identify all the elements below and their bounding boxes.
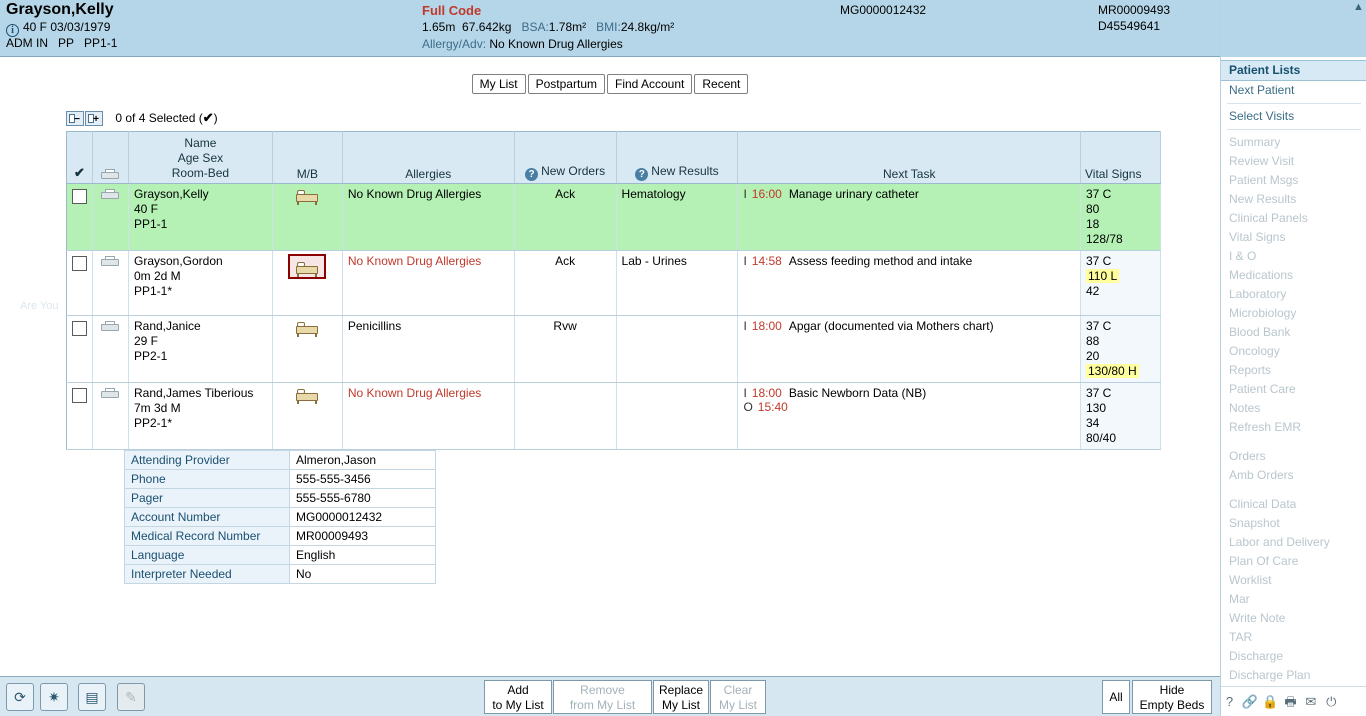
task-time: 18:00 bbox=[751, 386, 782, 400]
vital-value: 37 C bbox=[1086, 319, 1112, 333]
clear-label-line1: Clear bbox=[723, 683, 753, 697]
sidebar-item-tar[interactable]: TAR bbox=[1229, 630, 1253, 644]
patient-room-bed: PP2-1 bbox=[133, 349, 168, 363]
bottom-toolbar bbox=[0, 676, 1220, 716]
sidebar-item-plan-of-care[interactable]: Plan Of Care bbox=[1229, 554, 1299, 568]
row-name-cell bbox=[128, 251, 272, 316]
vital-value-abnormal: 110 L bbox=[1088, 269, 1118, 283]
task-text: Apgar (documented via Mothers chart) bbox=[788, 319, 994, 333]
row-allergies-cell bbox=[342, 316, 514, 383]
scroll-up-icon[interactable]: ▲ bbox=[1353, 1, 1364, 13]
sidebar-item-next-patient[interactable]: Next Patient bbox=[1229, 83, 1295, 97]
details-row bbox=[125, 451, 436, 470]
sidebar-item-notes[interactable]: Notes bbox=[1229, 401, 1261, 415]
all-beds-button[interactable]: All bbox=[1102, 680, 1130, 714]
question-icon: ? bbox=[635, 168, 648, 181]
sidebar-item-write-note[interactable]: Write Note bbox=[1229, 611, 1286, 625]
column-header-new-results[interactable]: ? New Results bbox=[616, 132, 738, 184]
add-label-line1: Add bbox=[507, 683, 529, 697]
vital-value: 37 C bbox=[1086, 187, 1112, 201]
patient-name: Grayson,Kelly bbox=[133, 187, 209, 201]
row-new-results-cell[interactable]: Lab - Urines bbox=[616, 251, 738, 316]
row-checkbox[interactable] bbox=[72, 256, 87, 271]
hide-empty-beds-button[interactable] bbox=[1132, 680, 1212, 714]
patient-demographics: i 40 F 03/03/1979 bbox=[6, 20, 110, 37]
row-vitals-cell[interactable] bbox=[1081, 316, 1161, 383]
patient-age-sex: 40 F bbox=[133, 202, 158, 216]
details-key: Phone bbox=[125, 470, 290, 489]
column-header-mb[interactable]: M/B bbox=[272, 132, 342, 184]
sidebar-item-patient-msgs[interactable]: Patient Msgs bbox=[1229, 173, 1299, 187]
details-row bbox=[125, 565, 436, 584]
printer-icon[interactable] bbox=[101, 321, 119, 333]
details-key: Account Number bbox=[125, 508, 290, 527]
task-time: 16:00 bbox=[751, 187, 782, 201]
patient-list-grid bbox=[66, 131, 1161, 450]
allergy-text: No Known Drug Allergies bbox=[347, 187, 482, 201]
tab-recent[interactable]: Recent bbox=[694, 74, 748, 94]
clipboard-icon[interactable]: ▤ bbox=[78, 683, 106, 711]
vital-value: 88 bbox=[1086, 334, 1100, 348]
row-new-orders-cell[interactable] bbox=[514, 383, 616, 450]
bed-icon[interactable] bbox=[296, 320, 318, 334]
exit-icon[interactable]: ⏻ bbox=[1326, 694, 1337, 709]
details-key: Interpreter Needed bbox=[125, 565, 290, 584]
account-number: MG0000012432 bbox=[840, 3, 927, 17]
list-tabs bbox=[0, 74, 1220, 94]
vital-value: 42 bbox=[1086, 284, 1100, 298]
details-row bbox=[125, 527, 436, 546]
vital-value: 130 bbox=[1086, 401, 1107, 415]
replace-label-line2: My List bbox=[661, 698, 700, 712]
remove-label-line1: Remove bbox=[580, 683, 625, 697]
table-row[interactable] bbox=[67, 316, 1161, 383]
vital-value: 37 C bbox=[1086, 254, 1112, 268]
right-sidebar bbox=[1220, 0, 1366, 716]
column-header-print bbox=[93, 132, 129, 184]
sidebar-item-summary[interactable]: Summary bbox=[1229, 135, 1281, 149]
row-next-task-cell[interactable] bbox=[738, 184, 1081, 251]
bed-icon[interactable] bbox=[296, 188, 318, 202]
row-new-orders-cell[interactable]: Rvw bbox=[514, 316, 616, 383]
row-select-cell[interactable] bbox=[67, 316, 93, 383]
sidebar-item-patient-lists[interactable]: Patient Lists bbox=[1221, 60, 1366, 81]
code-status: Full Code bbox=[422, 3, 482, 18]
print-icon[interactable]: 🖶 bbox=[1284, 694, 1297, 709]
sidebar-item-patient-care[interactable]: Patient Care bbox=[1229, 382, 1296, 396]
sidebar-header bbox=[1221, 0, 1366, 57]
details-value: Almeron,Jason bbox=[290, 451, 436, 470]
task-io-flag: I bbox=[743, 187, 747, 201]
task-io-flag: I bbox=[743, 254, 747, 268]
patient-name: Rand,Janice bbox=[133, 319, 201, 333]
row-mb-cell[interactable] bbox=[272, 184, 342, 251]
task-text: Assess feeding method and intake bbox=[788, 254, 973, 268]
sidebar-item-microbiology[interactable]: Microbiology bbox=[1229, 306, 1297, 320]
admission-status: ADM IN PP PP1-1 bbox=[6, 36, 118, 50]
patient-name: Grayson,Gordon bbox=[133, 254, 223, 268]
sidebar-item-discharge[interactable]: Discharge bbox=[1229, 649, 1284, 663]
sidebar-spacer bbox=[1221, 485, 1366, 495]
sidebar-item-new-results[interactable]: New Results bbox=[1229, 192, 1297, 206]
row-allergies-cell bbox=[342, 251, 514, 316]
row-select-cell[interactable] bbox=[67, 251, 93, 316]
row-allergies-cell bbox=[342, 383, 514, 450]
sidebar-item-labor-and-delivery[interactable]: Labor and Delivery bbox=[1229, 535, 1330, 549]
info-icon[interactable]: i bbox=[6, 24, 19, 37]
replace-my-list-button[interactable] bbox=[653, 680, 709, 714]
sidebar-item-refresh-emr[interactable]: Refresh EMR bbox=[1229, 420, 1302, 434]
patient-room-bed: PP2-1* bbox=[133, 416, 173, 430]
lock-icon[interactable]: 🔒 bbox=[1262, 694, 1279, 709]
allergy-text: No Known Drug Allergies bbox=[347, 386, 482, 400]
sidebar-item-medications[interactable]: Medications bbox=[1229, 268, 1294, 282]
details-key: Medical Record Number bbox=[125, 527, 290, 546]
vital-value: 80 bbox=[1086, 202, 1100, 216]
task-text: Basic Newborn Data (NB) bbox=[788, 386, 927, 400]
grid-header-row bbox=[67, 132, 1161, 184]
column-header-new-orders[interactable]: ? New Orders bbox=[514, 132, 616, 184]
column-header-select[interactable]: ✔ bbox=[67, 132, 93, 184]
details-value: 555-555-6780 bbox=[290, 489, 436, 508]
row-mb-cell[interactable] bbox=[272, 383, 342, 450]
task-time: 18:00 bbox=[751, 319, 782, 333]
sidebar-item-vital-signs[interactable]: Vital Signs bbox=[1229, 230, 1286, 244]
vital-value: 20 bbox=[1086, 349, 1100, 363]
watermark-text: Are You bbox=[20, 300, 59, 312]
mail-icon[interactable]: ✉ bbox=[1305, 694, 1317, 709]
sidebar-footer bbox=[1221, 686, 1366, 716]
hide-label-line1: Hide bbox=[1159, 683, 1185, 697]
patient-age-sex: 29 F bbox=[133, 334, 158, 348]
row-checkbox[interactable] bbox=[72, 388, 87, 403]
sidebar-item-i-and-o[interactable]: I & O bbox=[1229, 249, 1257, 263]
sidebar-divider bbox=[1227, 129, 1361, 130]
tab-my-list[interactable]: My List bbox=[472, 74, 526, 94]
row-new-orders-cell[interactable]: Ack bbox=[514, 251, 616, 316]
allergy-text: Penicillins bbox=[347, 319, 402, 333]
sidebar-item-review-visit[interactable]: Review Visit bbox=[1229, 154, 1295, 168]
details-key: Attending Provider bbox=[125, 451, 290, 470]
task-io-flag: I bbox=[743, 319, 747, 333]
sidebar-item-snapshot[interactable]: Snapshot bbox=[1229, 516, 1280, 530]
settings-gear-icon[interactable]: ✷ bbox=[40, 683, 68, 711]
row-vitals-cell[interactable] bbox=[1081, 251, 1161, 316]
printer-icon[interactable] bbox=[101, 388, 119, 400]
details-row bbox=[125, 546, 436, 565]
sidebar-item-orders[interactable]: Orders bbox=[1229, 449, 1266, 463]
link-icon[interactable]: 🔗 bbox=[1241, 694, 1258, 709]
patient-name: Grayson,Kelly bbox=[6, 1, 114, 18]
task-time-secondary: 15:40 bbox=[757, 400, 788, 414]
sidebar-divider bbox=[1227, 103, 1361, 104]
sidebar-item-amb-orders[interactable]: Amb Orders bbox=[1229, 468, 1294, 482]
details-value: No bbox=[290, 565, 436, 584]
allergy-text: No Known Drug Allergies bbox=[347, 254, 482, 268]
sidebar-item-laboratory[interactable]: Laboratory bbox=[1229, 287, 1287, 301]
details-value: MR00009493 bbox=[290, 527, 436, 546]
add-label-line2: to My List bbox=[492, 698, 544, 712]
vital-value-abnormal: 130/80 H bbox=[1088, 364, 1137, 378]
sidebar-item-worklist[interactable]: Worklist bbox=[1229, 573, 1272, 587]
task-time: 14:58 bbox=[751, 254, 782, 268]
row-checkbox[interactable] bbox=[72, 189, 87, 204]
row-print-cell[interactable] bbox=[93, 251, 129, 316]
bed-icon bbox=[296, 260, 318, 274]
row-allergies-cell bbox=[342, 184, 514, 251]
vital-value: 128/78 bbox=[1086, 232, 1123, 246]
vital-value: 18 bbox=[1086, 217, 1100, 231]
row-print-cell[interactable] bbox=[93, 316, 129, 383]
selected-count-label: 0 of 4 Selected (✔) bbox=[115, 110, 218, 125]
column-header-allergies[interactable]: Allergies bbox=[342, 132, 514, 184]
row-mb-cell[interactable] bbox=[272, 316, 342, 383]
details-value: 555-555-3456 bbox=[290, 470, 436, 489]
details-row bbox=[125, 470, 436, 489]
collapse-all-button[interactable]: − bbox=[66, 111, 84, 126]
sidebar-item-mar[interactable]: Mar bbox=[1229, 592, 1250, 606]
sidebar-item-select-visits[interactable]: Select Visits bbox=[1229, 109, 1295, 123]
table-row[interactable] bbox=[67, 383, 1161, 450]
patient-room-bed: PP1-1 bbox=[133, 217, 168, 231]
selection-check-icon: ✔ bbox=[202, 110, 214, 125]
task-io-flag-secondary: O bbox=[743, 400, 753, 414]
row-vitals-cell[interactable] bbox=[1081, 383, 1161, 450]
row-next-task-cell[interactable] bbox=[738, 251, 1081, 316]
printer-icon[interactable] bbox=[101, 256, 119, 268]
patient-name: Rand,James Tiberious bbox=[133, 386, 254, 400]
sidebar-item-clinical-data[interactable]: Clinical Data bbox=[1229, 497, 1297, 511]
hide-label-line2: Empty Beds bbox=[1139, 698, 1205, 712]
table-row[interactable] bbox=[67, 184, 1161, 251]
row-print-cell[interactable] bbox=[93, 184, 129, 251]
refresh-icon[interactable]: ⟳ bbox=[6, 683, 34, 711]
patient-room-bed: PP1-1* bbox=[133, 284, 173, 298]
tab-postpartum[interactable]: Postpartum bbox=[528, 74, 605, 94]
column-header-next-task[interactable]: Next Task bbox=[738, 132, 1081, 184]
row-mb-cell[interactable] bbox=[272, 251, 342, 316]
vital-value: 37 C bbox=[1086, 386, 1112, 400]
column-header-name[interactable]: Name Age Sex Room-Bed bbox=[128, 132, 272, 184]
printer-icon[interactable] bbox=[101, 189, 119, 201]
allergy-summary: Allergy/Adv: No Known Drug Allergies bbox=[422, 37, 623, 51]
attachment-icon: ✎ bbox=[117, 683, 145, 711]
selection-summary bbox=[66, 110, 218, 126]
patient-details-table bbox=[124, 450, 436, 584]
row-new-results-cell[interactable]: Hematology bbox=[616, 184, 738, 251]
row-new-results-cell[interactable] bbox=[616, 316, 738, 383]
details-row bbox=[125, 508, 436, 527]
clear-my-list-button[interactable] bbox=[710, 680, 766, 714]
row-name-cell bbox=[128, 316, 272, 383]
row-new-orders-cell[interactable]: Ack bbox=[514, 184, 616, 251]
question-icon: ? bbox=[525, 168, 538, 181]
add-to-my-list-button[interactable] bbox=[484, 680, 552, 714]
row-name-cell bbox=[128, 184, 272, 251]
help-icon[interactable]: ? bbox=[1225, 694, 1234, 709]
row-next-task-cell[interactable] bbox=[738, 383, 1081, 450]
table-row[interactable] bbox=[67, 251, 1161, 316]
sidebar-item-clinical-panels[interactable]: Clinical Panels bbox=[1229, 211, 1308, 225]
row-print-cell[interactable] bbox=[93, 383, 129, 450]
patient-header bbox=[0, 0, 1220, 57]
details-key: Pager bbox=[125, 489, 290, 508]
expand-all-button[interactable]: + bbox=[85, 111, 103, 126]
bed-icon-selected[interactable] bbox=[288, 254, 326, 279]
row-select-cell[interactable] bbox=[67, 383, 93, 450]
details-value: English bbox=[290, 546, 436, 565]
column-header-vital-signs[interactable]: Vital Signs bbox=[1081, 132, 1161, 184]
row-vitals-cell[interactable] bbox=[1081, 184, 1161, 251]
sidebar-item-blood-bank[interactable]: Blood Bank bbox=[1229, 325, 1291, 339]
row-name-cell bbox=[128, 383, 272, 450]
row-select-cell[interactable] bbox=[67, 184, 93, 251]
sidebar-item-discharge-plan[interactable]: Discharge Plan bbox=[1229, 668, 1311, 682]
patient-age-sex: 7m 3d M bbox=[133, 401, 181, 415]
bed-icon[interactable] bbox=[296, 387, 318, 401]
patient-measurements: 1.65m 67.642kg BSA:1.78m² BMI:24.8kg/m² bbox=[422, 20, 675, 34]
details-row bbox=[125, 489, 436, 508]
task-text: Manage urinary catheter bbox=[788, 187, 919, 201]
replace-label-line1: Replace bbox=[658, 683, 704, 697]
row-next-task-cell[interactable] bbox=[738, 316, 1081, 383]
row-new-results-cell[interactable] bbox=[616, 383, 738, 450]
sidebar-spacer bbox=[1221, 437, 1366, 447]
details-key: Language bbox=[125, 546, 290, 565]
sidebar-item-oncology[interactable]: Oncology bbox=[1229, 344, 1280, 358]
patient-age-sex: 0m 2d M bbox=[133, 269, 181, 283]
sidebar-menu bbox=[1221, 60, 1366, 685]
tab-find-account[interactable]: Find Account bbox=[607, 74, 692, 94]
task-io-flag: I bbox=[743, 386, 747, 400]
medical-record-number: MR00009493 bbox=[1098, 3, 1171, 17]
remove-label-line2: from My List bbox=[569, 698, 636, 712]
row-checkbox[interactable] bbox=[72, 321, 87, 336]
details-value: MG0000012432 bbox=[290, 508, 436, 527]
printer-icon bbox=[101, 169, 119, 181]
secondary-id: D45549641 bbox=[1098, 19, 1161, 33]
clear-label-line2: My List bbox=[718, 698, 757, 712]
remove-from-my-list-button[interactable] bbox=[553, 680, 652, 714]
sidebar-item-reports[interactable]: Reports bbox=[1229, 363, 1272, 377]
vital-value: 80/40 bbox=[1086, 431, 1117, 445]
vital-value: 34 bbox=[1086, 416, 1100, 430]
